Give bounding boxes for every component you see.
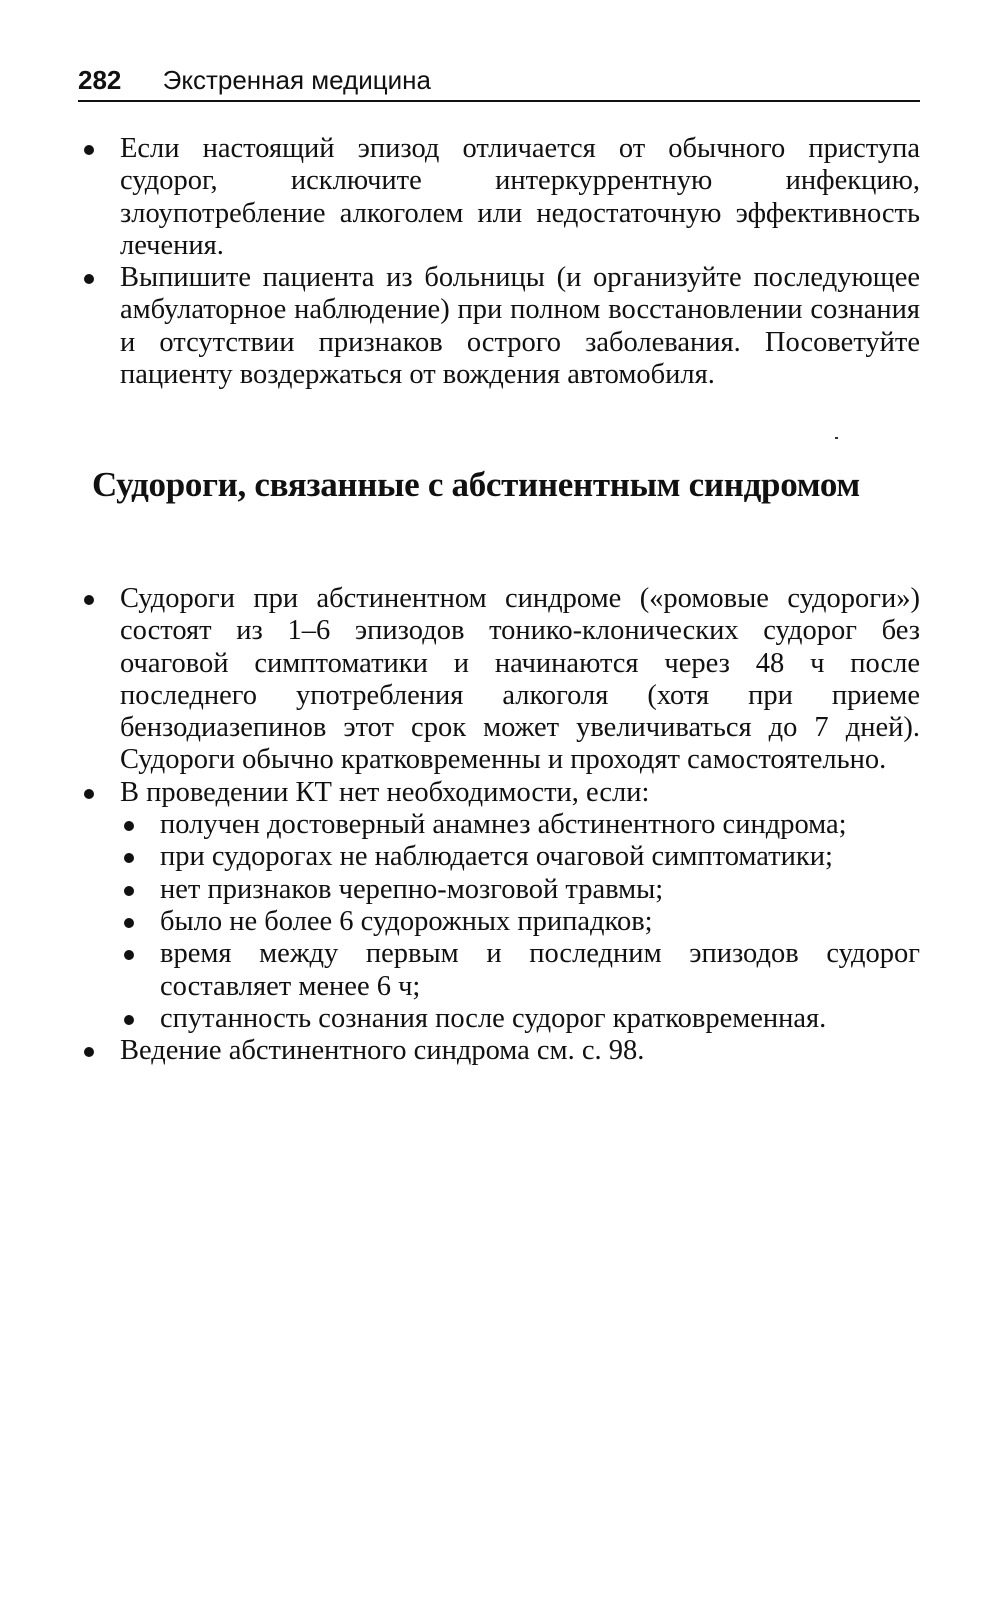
sublist-item: при судорогах не наблюдается очаговой симптоматики; [120, 841, 920, 873]
running-head [78, 62, 920, 102]
ct-criteria-sublist [120, 809, 920, 1035]
list-item: Ведение абстинентного синдрома см. с. 98. [78, 1035, 920, 1067]
list-item: Если настоящий эпизод отличается от обычного приступа судорог, исключите интеркуррентную инфекцию, злоупотребление алкоголем или недостаточную эффективность лечения. [78, 133, 920, 262]
list-item: Выпишите пациента из больницы (и организуйте последующее амбулаторное наблюдение) при полном восстановлении сознания и отсутствии признаков острого заболевания. Посоветуйте пациенту воздержаться от вождения автомобиля. [78, 262, 920, 391]
section-heading: Судороги, связанные с абстинентным синдромом [92, 465, 860, 504]
list-item-ct-criteria [78, 777, 920, 1035]
sublist-item: нет признаков черепно-мозговой травмы; [120, 874, 920, 906]
sublist-item: было не более 6 судорожных припадков; [120, 906, 920, 938]
list-item: Судороги при абстинентном синдроме («ромовые судороги») состоят из 1–6 эпизодов тонико-клонических судорог без очаговой симптоматики и начинаются через 48 ч после последнего употребления алкоголя (хотя при приеме бензодиазепинов этот срок может увеличиваться до 7 дней). Судороги обычно кратковременны и проходят самостоятельно. [78, 583, 920, 777]
print-speck [835, 437, 838, 439]
running-title: Экстренная медицина [162, 65, 431, 95]
sublist-item: получен достоверный анамнез абстинентного синдрома; [120, 809, 920, 841]
page-number: 282 [78, 65, 122, 95]
list-item-text: В проведении КТ нет необходимости, если: [120, 776, 650, 808]
intro-bullet-list [78, 133, 920, 391]
section-bullet-list [78, 583, 920, 1067]
sublist-item: спутанность сознания после судорог кратковременная. [120, 1003, 920, 1035]
sublist-item: время между первым и последним эпизодов судорог составляет менее 6 ч; [120, 938, 920, 1003]
